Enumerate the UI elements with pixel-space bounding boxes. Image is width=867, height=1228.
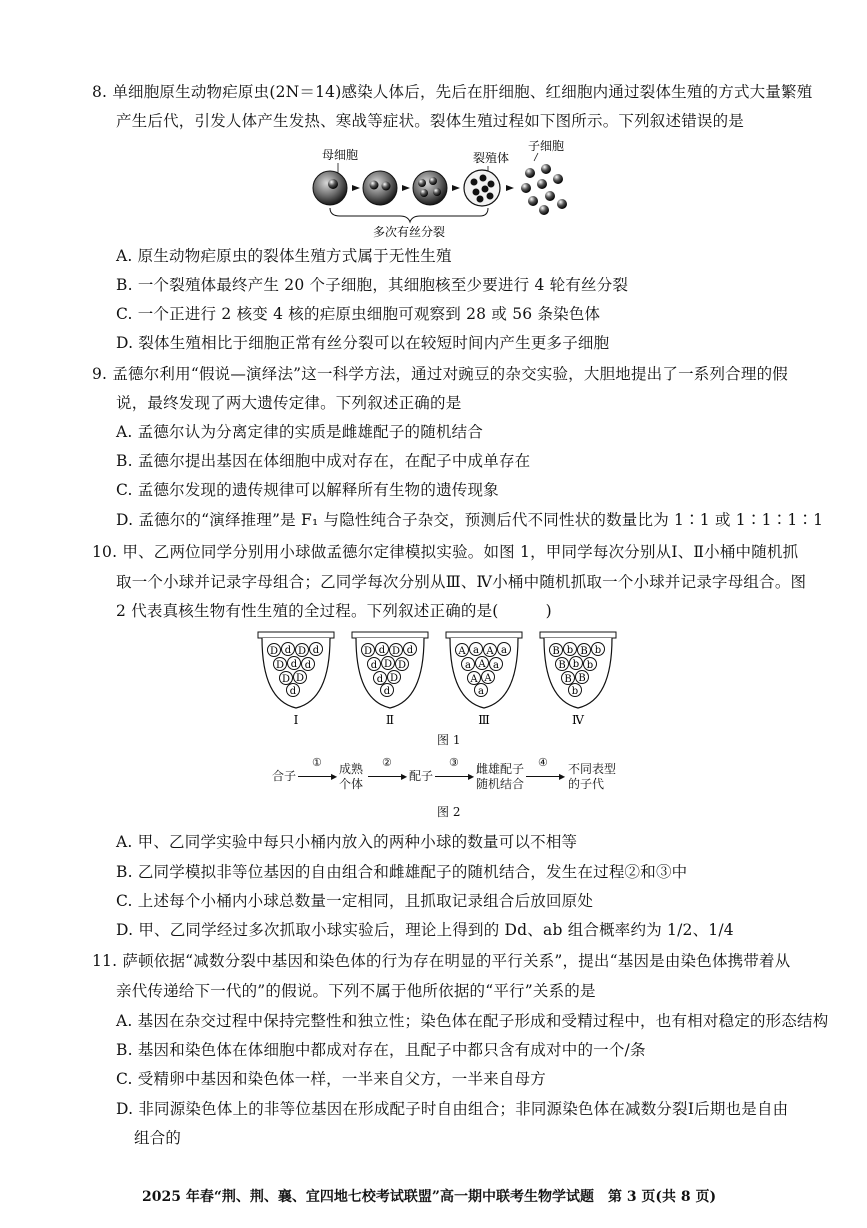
- q10-option-c[interactable]: C. 上述每个小桶内小球总数量一定相同，且抓取记录组合后放回原处: [116, 892, 594, 910]
- step-2-label: ②: [382, 756, 392, 769]
- dividing-cell-2-nuclei: [363, 171, 397, 205]
- ball-label: D: [275, 660, 285, 671]
- schizogony-figure: [300, 138, 620, 238]
- ball-label: d: [312, 645, 320, 656]
- q8-option-b[interactable]: B. 一个裂殖体最终产生 20 个子细胞，其细胞核至少要进行 4 轮有丝分裂: [116, 276, 629, 294]
- q11-option-d-line1[interactable]: D. 非同源染色体上的非等位基因在形成配子时自由组合；非同源染色体在减数分裂Ⅰ后期也是自由: [116, 1100, 789, 1118]
- ball-label: D: [281, 674, 291, 685]
- q8-option-a[interactable]: A. 原生动物疟原虫的裂体生殖方式属于无性生殖: [116, 247, 452, 265]
- label-daughter-cells: 子细胞: [528, 139, 565, 153]
- bucket-1: [258, 632, 334, 727]
- ball-label: a: [465, 660, 471, 671]
- q10-stem-line3: 2 代表真核生物有性生殖的全过程。下列叙述正确的是( ): [116, 602, 552, 620]
- ball-label: B: [558, 660, 566, 671]
- ball-label: D: [297, 646, 307, 657]
- q11-option-a[interactable]: A. 基因在杂交过程中保持完整性和独立性；染色体在配子形成和受精过程中，也有相对稳定的形态结构: [116, 1012, 829, 1030]
- ball-label: D: [383, 659, 393, 670]
- step-1-label: ①: [312, 756, 322, 769]
- ball-label: d: [378, 645, 386, 656]
- step-4-label: ④: [538, 756, 548, 769]
- q8-stem-line1: 8. 单细胞原生动物疟原虫(2N＝14)感染人体后，先后在肝细胞、红细胞内通过裂体生殖的方式大量繁殖: [92, 83, 813, 101]
- bucket-label: Ⅰ: [293, 713, 299, 727]
- page-footer: 2025 年春“荆、荆、襄、宜四地七校考试联盟”高一期中联考生物学试题 第 3 页(共 8 页): [142, 1189, 717, 1205]
- q11-option-c[interactable]: C. 受精卵中基因和染色体一样，一半来自父方，一半来自母方: [116, 1070, 546, 1088]
- q11-option-b[interactable]: B. 基因和染色体在体细胞中都成对存在，且配子中都只含有成对中的一个/条: [116, 1041, 646, 1059]
- figure2-caption: 图 2: [437, 805, 461, 819]
- node-offspring-line2: 的子代: [568, 777, 605, 791]
- ball-label: b: [594, 645, 602, 656]
- mother-cell: [313, 171, 347, 205]
- ball-label: D: [363, 646, 373, 657]
- dividing-cell-4-nuclei: [413, 171, 447, 205]
- ball-label: d: [289, 686, 297, 697]
- q9-option-b[interactable]: B. 孟德尔提出基因在体细胞中成对存在，在配子中成单存在: [116, 452, 531, 470]
- node-offspring-line1: 不同表型: [568, 762, 617, 776]
- q10-option-d[interactable]: D. 甲、乙同学经过多次抓取小球实验后，理论上得到的 Dd、ab 组合概率约为 1/2、1/4: [116, 921, 734, 939]
- bucket-figure: [250, 628, 650, 728]
- ball-label: b: [566, 645, 574, 656]
- q11-stem-line2: 亲代传递给下一代的”的假说。下列不属于他所依据的“平行”关系的是: [116, 982, 596, 1000]
- bucket-label: Ⅱ: [385, 713, 395, 727]
- bucket-3: [446, 632, 522, 727]
- ball-label: D: [397, 660, 407, 671]
- ball-label: b: [571, 686, 579, 697]
- ball-label: A: [478, 659, 486, 670]
- ball-label: d: [383, 686, 391, 697]
- schizont-cell: [464, 170, 500, 206]
- q9-option-d[interactable]: D. 孟德尔的“演绎推理”是 F₁ 与隐性纯合子杂交，预测后代不同性状的数量比为 1∶1 或 1∶1∶1∶1: [116, 511, 824, 529]
- ball-label: A: [470, 674, 478, 685]
- ball-label: A: [486, 646, 494, 657]
- ball-label: d: [406, 645, 414, 656]
- q10-stem-line1: 10. 甲、乙两位同学分别用小球做孟德尔定律模拟实验。如图 1，甲同学每次分别从Ⅰ、Ⅱ小桶中随机抓: [92, 543, 799, 561]
- q9-option-a[interactable]: A. 孟德尔认为分离定律的实质是雌雄配子的随机结合: [116, 423, 484, 441]
- ball-label: B: [578, 673, 586, 684]
- q10-stem-line2: 取一个小球并记录字母组合；乙同学每次分别从Ⅲ、Ⅳ小桶中随机抓取一个小球并记录字母组合。图: [116, 573, 807, 591]
- node-fusion-line2: 随机结合: [476, 777, 525, 791]
- q8-option-d[interactable]: D. 裂体生殖相比于细胞正常有丝分裂可以在较短时间内产生更多子细胞: [116, 334, 610, 352]
- ball-label: D: [389, 673, 399, 684]
- label-multiple-mitosis: 多次有丝分裂: [373, 225, 446, 238]
- q10-option-a[interactable]: A. 甲、乙同学实验中每只小桶内放入的两种小球的数量可以不相等: [116, 833, 578, 851]
- ball-label: a: [478, 686, 484, 697]
- q10-option-b[interactable]: B. 乙同学模拟非等位基因的自由组合和雌雄配子的随机结合，发生在过程②和③中: [116, 863, 688, 881]
- node-fusion-line1: 雌雄配子: [476, 762, 525, 776]
- q8-option-c[interactable]: C. 一个正进行 2 核变 4 核的疟原虫细胞可观察到 28 或 56 条染色体: [116, 305, 601, 323]
- label-mother-cell: 母细胞: [322, 148, 359, 162]
- node-gamete: 配子: [409, 769, 434, 783]
- ball-label: d: [290, 659, 298, 670]
- ball-label: D: [295, 673, 305, 684]
- ball-label: A: [458, 646, 466, 657]
- bucket-2: [352, 632, 428, 727]
- q9-option-c[interactable]: C. 孟德尔发现的遗传规律可以解释所有生物的遗传现象: [116, 481, 499, 499]
- q8-stem-line2: 产生后代，引发人体产生发热、寒战等症状。裂体生殖过程如下图所示。下列叙述错误的是: [116, 112, 745, 130]
- ball-label: B: [580, 646, 588, 657]
- ball-label: a: [473, 645, 479, 656]
- ball-label: d: [370, 660, 378, 671]
- ball-label: D: [269, 646, 279, 657]
- bucket-label: Ⅲ: [478, 713, 490, 727]
- bucket-label: Ⅳ: [572, 713, 584, 727]
- node-zygote: 合子: [272, 769, 297, 783]
- ball-label: a: [501, 645, 507, 656]
- node-mature-line2: 个体: [339, 777, 364, 791]
- process-flow-diagram: 合子 ① ▶ 成熟 个体 ② ▶ 配子 ③ ▶ 雌雄配子 随机结合 ④ ▶ 不同表型 的子代: [272, 756, 617, 791]
- ball-label: d: [284, 645, 292, 656]
- q11-stem-line1: 11. 萨顿依据“减数分裂中基因和染色体的行为存在明显的平行关系”，提出“基因是由染色体携带着从: [92, 952, 791, 970]
- ball-label: B: [552, 646, 560, 657]
- ball-label: b: [586, 660, 594, 671]
- ball-label: A: [484, 673, 492, 684]
- ball-label: d: [376, 674, 384, 685]
- q11-option-d-line2[interactable]: 组合的: [134, 1129, 182, 1147]
- label-schizont: 裂殖体: [473, 151, 510, 165]
- ball-label: a: [493, 660, 499, 671]
- ball-label: D: [391, 646, 401, 657]
- ball-label: B: [564, 674, 572, 685]
- q9-stem-line1: 9. 孟德尔利用“假说—演绎法”这一科学方法，通过对豌豆的杂交实验，大胆地提出了一系列合理的假: [92, 365, 788, 383]
- bucket-4: [540, 632, 616, 727]
- step-3-label: ③: [449, 756, 459, 769]
- node-mature-line1: 成熟: [339, 762, 364, 776]
- ball-label: d: [304, 660, 312, 671]
- figure1-caption: 图 1: [437, 733, 461, 747]
- ball-label: b: [572, 659, 580, 670]
- daughter-cells: [521, 164, 567, 215]
- q9-stem-line2: 说，最终发现了两大遗传定律。下列叙述正确的是: [116, 394, 462, 412]
